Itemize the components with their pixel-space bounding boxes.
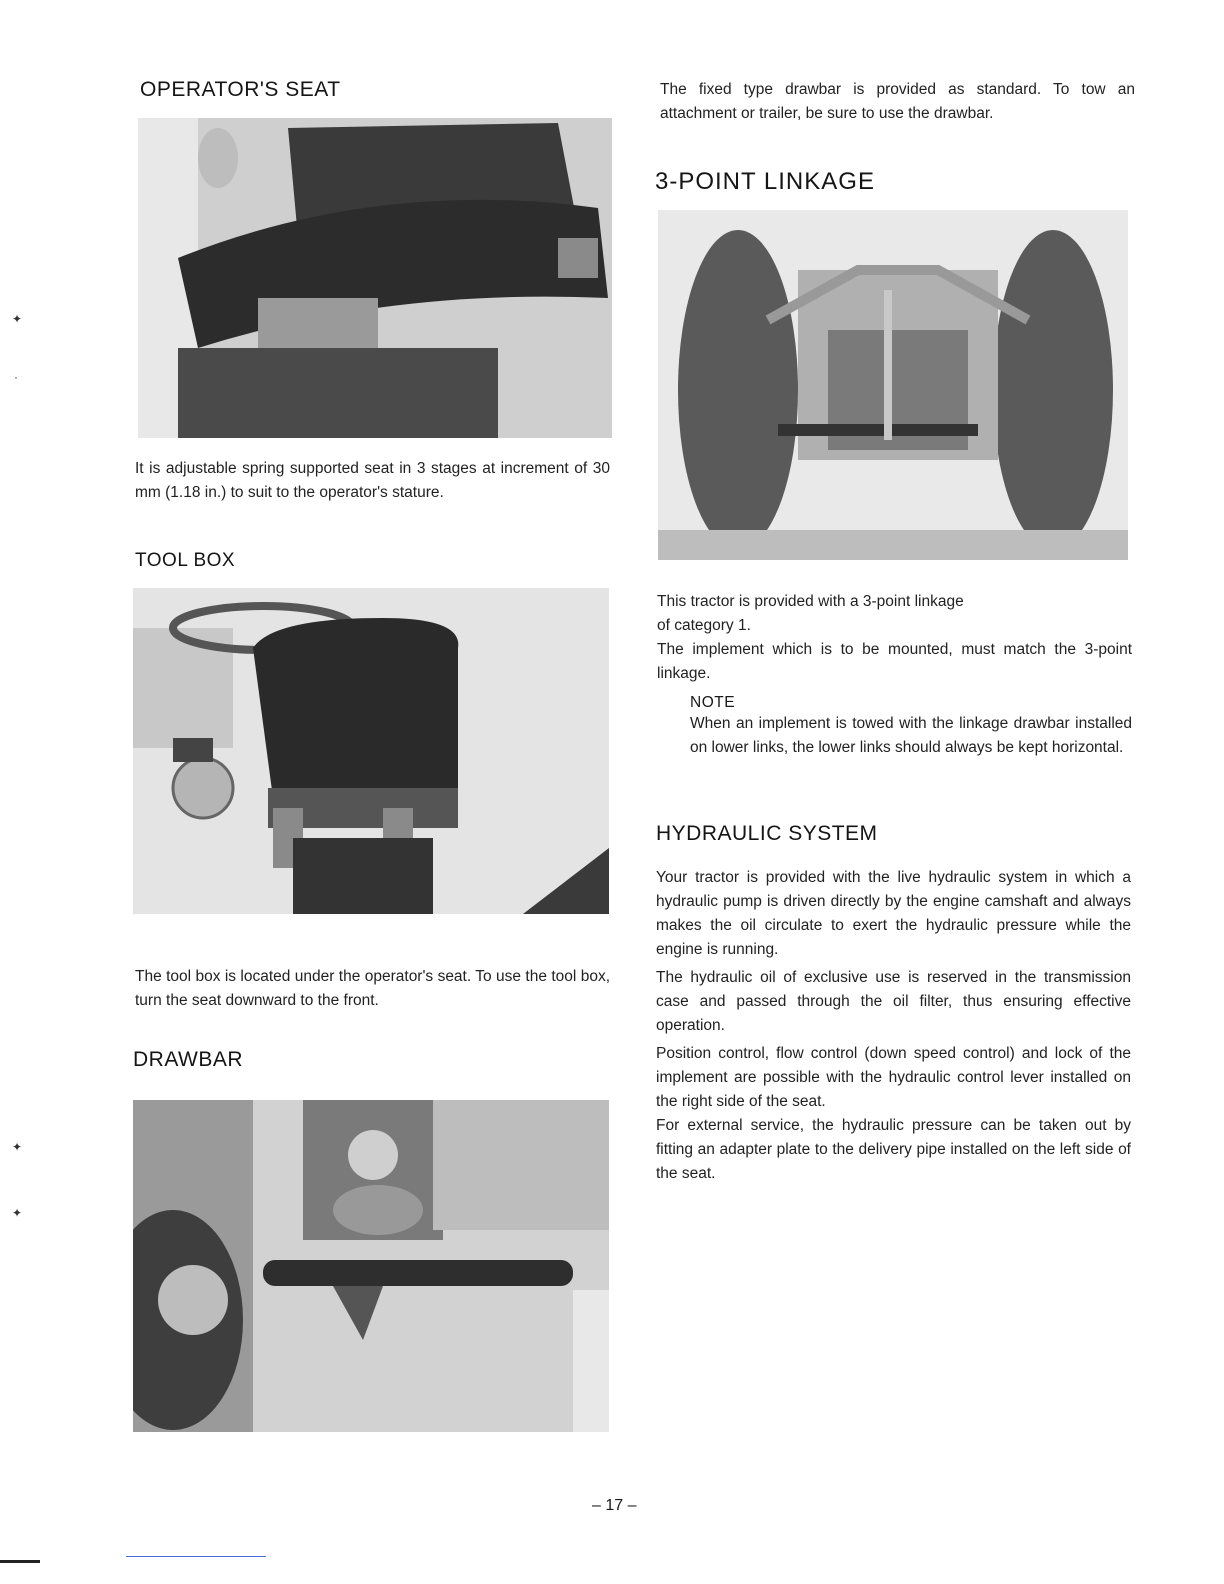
scan-mark: ✦ <box>12 312 23 326</box>
tractor-seat-photo <box>138 118 612 438</box>
linkage-text-line-1: This tractor is provided with a 3-point linkage <box>657 593 964 610</box>
note-text: When an implement is towed with the linkage drawbar installed on lower links, the lower links should always be kept horizontal. <box>690 715 1132 756</box>
linkage-note <box>690 694 1132 760</box>
hydraulic-paragraph-4: For external service, the hydraulic pressure can be taken out by fitting an adapter plate to the delivery pipe installed on the left side of the seat. <box>656 1117 1131 1182</box>
hydraulic-system-heading: HYDRAULIC SYSTEM <box>656 822 878 845</box>
seat-description: It is adjustable spring supported seat in 3 stages at increment of 30 mm (1.18 in.) to suit to the operator's stature. <box>135 460 610 501</box>
tool-box-heading: TOOL BOX <box>135 550 236 571</box>
linkage-text-line-2: of category 1. <box>657 617 751 634</box>
scan-mark: ✦ <box>12 1140 23 1154</box>
hydraulic-paragraph-2: The hydraulic oil of exclusive use is reserved in the transmission case and passed through the oil filter, thus ensuring effective operation. <box>656 969 1131 1034</box>
three-point-linkage-photo <box>658 210 1128 560</box>
tool-box-description: The tool box is located under the operator's seat. To use the tool box, turn the seat downward to the front. <box>135 968 610 1009</box>
drawbar-description: The fixed type drawbar is provided as standard. To tow an attachment or trailer, be sure to use the drawbar. <box>660 81 1135 122</box>
drawbar-heading: DRAWBAR <box>133 1048 244 1071</box>
footer-rule <box>126 1556 266 1557</box>
hydraulic-paragraph-1: Your tractor is provided with the live hydraulic system in which a hydraulic pump is driven directly by the engine camshaft and always makes the oil circulate to exert the hydraulic pressure while the engine is running. <box>656 869 1131 958</box>
page-number: – 17 – <box>592 1497 637 1514</box>
tool-box-photo <box>133 588 609 914</box>
drawbar-photo <box>133 1100 609 1432</box>
hydraulic-description <box>656 866 1131 1186</box>
scan-mark: · <box>14 370 18 384</box>
scan-edge-mark <box>0 1560 40 1563</box>
linkage-description <box>657 590 1132 686</box>
three-point-linkage-heading: 3-POINT LINKAGE <box>655 168 875 195</box>
linkage-text-line-3: The implement which is to be mounted, must match the 3-point linkage. <box>657 641 1132 682</box>
hydraulic-paragraph-3: Position control, flow control (down speed control) and lock of the implement are possible with the hydraulic control lever installed on the right side of the seat. <box>656 1045 1131 1110</box>
scan-mark: ✦ <box>12 1206 23 1220</box>
note-label: NOTE <box>690 694 736 711</box>
operators-seat-heading: OPERATOR'S SEAT <box>140 78 341 101</box>
